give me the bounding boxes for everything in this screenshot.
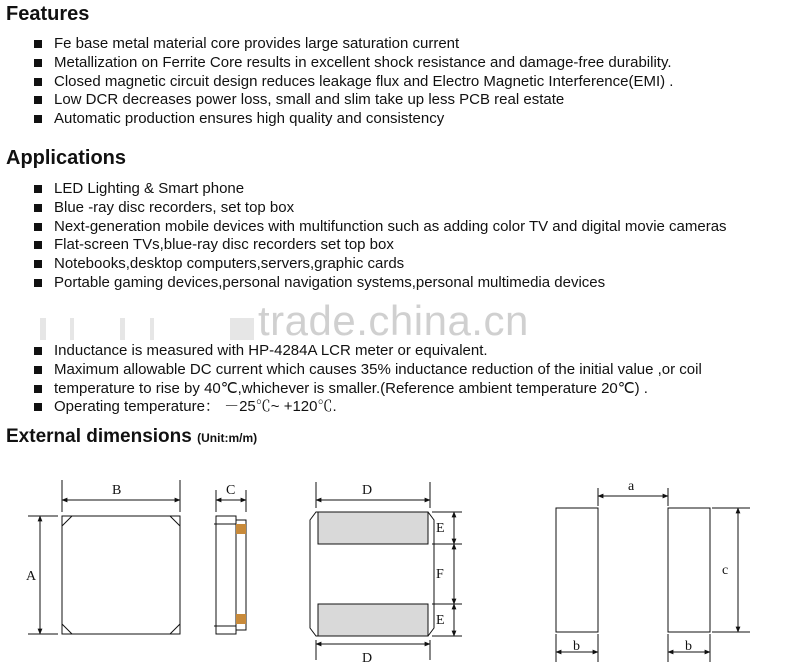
watermark-streak bbox=[120, 318, 125, 340]
list-item: Portable gaming devices,personal navigation systems,personal multimedia devices bbox=[32, 274, 727, 293]
watermark: trade.china.cn bbox=[258, 297, 529, 344]
dim-label-d-top: D bbox=[362, 483, 373, 498]
list-item: Blue -ray disc recorders, set top box bbox=[32, 199, 727, 218]
list-item: Maximum allowable DC current which causes 35% inductance reduction of the initial value ,or coil bbox=[32, 361, 702, 380]
square-bullet-icon bbox=[34, 59, 42, 67]
square-bullet-icon bbox=[34, 241, 42, 249]
list-item: Fe base metal material core provides large saturation current bbox=[32, 35, 673, 54]
list-item: Notebooks,desktop computers,servers,graphic cards bbox=[32, 255, 727, 274]
square-bullet-icon bbox=[34, 78, 42, 86]
dim-label-b-right: b bbox=[685, 639, 692, 654]
list-item: Flat-screen TVs,blue-ray disc recorders set top box bbox=[32, 236, 727, 255]
square-bullet-icon bbox=[34, 96, 42, 104]
list-item: Low DCR decreases power loss, small and slim take up less PCB real estate bbox=[32, 91, 673, 110]
applications-list bbox=[32, 180, 727, 293]
square-bullet-icon bbox=[34, 40, 42, 48]
square-bullet-icon bbox=[34, 260, 42, 268]
dim-label-b-left: b bbox=[573, 639, 580, 654]
square-bullet-icon bbox=[34, 185, 42, 193]
dim-label-f: F bbox=[436, 567, 444, 582]
dim-label-a-upper: A bbox=[26, 569, 37, 584]
list-item: Metallization on Ferrite Core results in excellent shock resistance and damage-free durability. bbox=[32, 54, 673, 73]
square-bullet-icon bbox=[34, 366, 42, 374]
square-bullet-icon bbox=[34, 115, 42, 123]
square-bullet-icon bbox=[34, 279, 42, 287]
dimensions-heading: External dimensions (Unit:m/m) bbox=[6, 426, 258, 447]
square-bullet-icon bbox=[34, 385, 42, 393]
list-item: Next-generation mobile devices with multifunction such as adding color TV and digital movie cameras bbox=[32, 218, 727, 237]
list-item: LED Lighting & Smart phone bbox=[32, 180, 727, 199]
applications-heading: Applications bbox=[6, 147, 127, 169]
dim-label-b-upper: B bbox=[112, 483, 122, 498]
watermark-streak bbox=[230, 318, 254, 340]
watermark-streak bbox=[70, 318, 74, 340]
side-view-drawing bbox=[214, 490, 246, 634]
list-item: Operating temperature： －25℃~ +120℃. bbox=[32, 398, 702, 417]
list-item: Closed magnetic circuit design reduces leakage flux and Electro Magnetic Interference(EMI) . bbox=[32, 73, 673, 92]
list-item: Automatic production ensures high quality and consistency bbox=[32, 110, 673, 129]
dim-label-e-top: E bbox=[436, 521, 445, 536]
square-bullet-icon bbox=[34, 223, 42, 231]
dim-label-c-lower: c bbox=[722, 563, 729, 578]
dim-label-e-bottom: E bbox=[436, 613, 445, 628]
list-item: temperature to rise by 40℃,whichever is smaller.(Reference ambient temperature 20℃) . bbox=[32, 380, 702, 399]
square-bullet-icon bbox=[34, 347, 42, 355]
top-view-drawing bbox=[28, 480, 180, 634]
dim-label-d-bottom: D bbox=[362, 651, 373, 666]
list-item: Inductance is measured with HP-4284A LCR meter or equivalent. bbox=[32, 342, 702, 361]
notes-list bbox=[32, 342, 702, 417]
square-bullet-icon bbox=[34, 204, 42, 212]
dim-label-a-lower: a bbox=[628, 479, 635, 494]
features-heading: Features bbox=[6, 3, 90, 25]
features-list bbox=[32, 35, 673, 129]
watermark-streak bbox=[150, 318, 154, 340]
land-pattern-drawing bbox=[556, 488, 750, 662]
dim-label-c-upper: C bbox=[226, 483, 236, 498]
bottom-view-drawing bbox=[310, 482, 462, 660]
square-bullet-icon bbox=[34, 403, 42, 411]
watermark-streak bbox=[40, 318, 46, 340]
